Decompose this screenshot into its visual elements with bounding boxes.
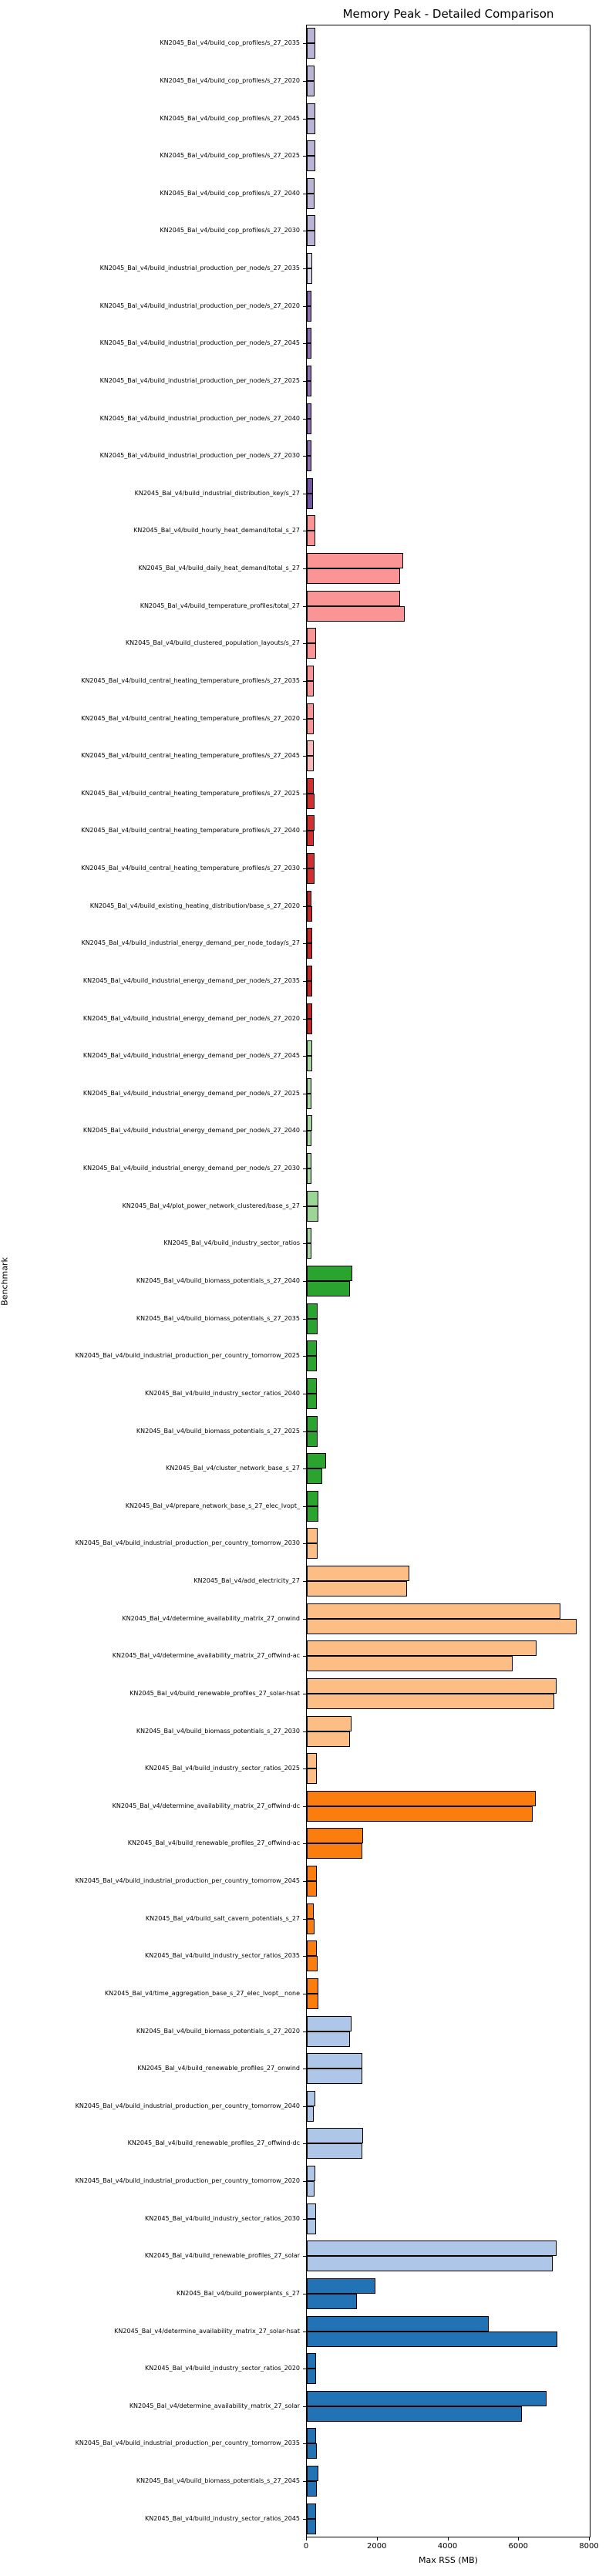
y-tick (303, 343, 306, 344)
benchmark-label: KN2045_Bal_v4/build_biomass_potentials_s_27_2025 (136, 1427, 300, 1435)
bar (307, 1731, 350, 1747)
x-tick (306, 2537, 307, 2541)
bar (307, 1994, 318, 2009)
y-tick (303, 906, 306, 907)
y-tick (303, 943, 306, 944)
benchmark-label: KN2045_Bal_v4/build_clustered_population_layouts/s_27 (125, 639, 300, 647)
y-tick (303, 2143, 306, 2144)
bar (307, 1543, 318, 1559)
x-tick (448, 2537, 449, 2541)
bar (307, 1131, 311, 1146)
benchmark-label: KN2045_Bal_v4/build_industrial_production_per_country_tomorrow_2025 (75, 1352, 300, 1360)
bar (307, 591, 400, 606)
x-tick-label: 4000 (437, 2542, 458, 2551)
bar (307, 1956, 318, 1971)
y-tick (303, 1731, 306, 1732)
bar (307, 1191, 318, 1206)
bar (307, 2353, 316, 2369)
bar (307, 2466, 318, 2481)
y-tick (303, 1281, 306, 1282)
y-tick (303, 2406, 306, 2407)
y-tick (303, 2031, 306, 2032)
bar (307, 81, 315, 96)
y-tick (303, 1806, 306, 1807)
benchmark-label: KN2045_Bal_v4/build_industrial_production_per_node/s_27_2035 (99, 265, 300, 272)
bar (307, 1881, 317, 1897)
bar (307, 2481, 317, 2497)
x-tick (377, 2537, 378, 2541)
bar (307, 1506, 318, 1522)
y-tick (303, 568, 306, 569)
bar (307, 815, 315, 831)
bar (307, 343, 311, 359)
bar (307, 328, 311, 343)
benchmark-label: KN2045_Bal_v4/build_industrial_energy_demand_per_node/s_27_2035 (82, 976, 300, 984)
bar (307, 1040, 312, 1056)
bar (307, 231, 315, 246)
bar (307, 456, 311, 471)
benchmark-label: KN2045_Bal_v4/build_existing_heating_distribution/base_s_27_2020 (89, 902, 300, 909)
bar (307, 628, 316, 643)
benchmark-label: KN2045_Bal_v4/build_industrial_production_per_node/s_27_2045 (99, 339, 300, 347)
benchmark-label: KN2045_Bal_v4/build_biomass_potentials_s_27_2040 (136, 1277, 300, 1284)
bar (307, 1019, 312, 1034)
bar (307, 494, 313, 509)
x-tick (518, 2537, 519, 2541)
bar (307, 1491, 318, 1506)
benchmark-label: KN2045_Bal_v4/build_cop_profiles/s_27_2045 (160, 114, 300, 122)
benchmark-label: KN2045_Bal_v4/build_industrial_distribution_key/s_27 (134, 489, 300, 497)
bar (307, 1656, 513, 1671)
benchmark-label: KN2045_Bal_v4/build_renewable_profiles_27_solar (144, 2252, 300, 2260)
y-tick (303, 268, 306, 269)
bar (307, 1828, 363, 1843)
benchmark-label: KN2045_Bal_v4/build_industry_sector_ratios_2025 (145, 1765, 300, 1772)
bar (307, 515, 315, 531)
benchmark-label: KN2045_Bal_v4/build_hourly_heat_demand/total_s_27 (133, 527, 300, 534)
bar (307, 2069, 362, 2084)
benchmark-label: KN2045_Bal_v4/build_cop_profiles/s_27_2025 (160, 152, 300, 160)
y-tick (303, 1243, 306, 1244)
benchmark-label: KN2045_Bal_v4/build_cop_profiles/s_27_2020 (160, 76, 300, 84)
benchmark-label: KN2045_Bal_v4/build_industrial_production_per_country_tomorrow_2035 (75, 2439, 300, 2447)
bar (307, 178, 315, 194)
x-axis-label: Max RSS (MB) (419, 2555, 478, 2565)
bar (307, 1528, 318, 1543)
bar (307, 981, 312, 996)
bar (307, 831, 314, 846)
benchmark-label: KN2045_Bal_v4/build_central_heating_temperature_profiles/s_27_2030 (81, 865, 300, 872)
benchmark-label: KN2045_Bal_v4/build_cop_profiles/s_27_2030 (160, 227, 300, 234)
benchmark-label: KN2045_Bal_v4/determine_availability_matrix_27_offwind-dc (112, 1802, 300, 1809)
benchmark-label: KN2045_Bal_v4/build_industrial_energy_demand_per_node/s_27_2045 (82, 1052, 300, 1060)
bar (307, 1378, 317, 1394)
y-tick (303, 119, 306, 120)
benchmark-label: KN2045_Bal_v4/prepare_network_base_s_27_elec_lvopt_ (125, 1502, 300, 1509)
bar (307, 2106, 314, 2122)
bar (307, 1903, 314, 1919)
x-tick-label: 6000 (508, 2542, 528, 2551)
bar (307, 1078, 311, 1094)
bar (307, 2316, 489, 2332)
bar (307, 568, 400, 584)
bar (307, 891, 311, 906)
x-tick-label: 2000 (367, 2542, 387, 2551)
y-tick (303, 1956, 306, 1957)
y-tick (303, 419, 306, 420)
bar (307, 2504, 316, 2519)
bar (307, 381, 311, 396)
y-tick (303, 606, 306, 607)
bar (307, 2406, 522, 2422)
bar (307, 103, 315, 119)
bar (307, 553, 403, 568)
bar (307, 291, 311, 306)
benchmark-label: KN2045_Bal_v4/build_renewable_profiles_27_solar-hsat (130, 1689, 300, 1697)
y-tick (303, 1919, 306, 1920)
benchmark-label: KN2045_Bal_v4/build_renewable_profiles_27_offwind-ac (127, 1839, 300, 1847)
y-tick (303, 719, 306, 720)
benchmark-label: KN2045_Bal_v4/build_industrial_energy_demand_per_node/s_27_2025 (82, 1089, 300, 1097)
bar (307, 2128, 363, 2143)
bar (307, 606, 405, 622)
bar (307, 28, 315, 43)
bar (307, 66, 315, 81)
bar (307, 1791, 536, 1806)
bar (307, 2278, 375, 2294)
bar (307, 906, 312, 922)
bar (307, 1581, 407, 1597)
benchmark-label: KN2045_Bal_v4/build_industrial_production_per_node/s_27_2040 (99, 414, 300, 422)
bar (307, 1978, 318, 1994)
benchmark-label: KN2045_Bal_v4/build_daily_heat_demand/total_s_27 (138, 565, 300, 572)
y-tick (303, 43, 306, 44)
benchmark-label: KN2045_Bal_v4/build_industrial_energy_demand_per_node/s_27_2030 (82, 1165, 300, 1172)
benchmark-label: KN2045_Bal_v4/build_industrial_production_per_node/s_27_2030 (99, 452, 300, 460)
y-axis-label: Benchmark (0, 1257, 10, 1306)
bar (307, 2091, 315, 2106)
bar (307, 681, 314, 696)
benchmark-label: KN2045_Bal_v4/build_salt_cavern_potentials_s_27 (145, 1914, 300, 1922)
bar (307, 215, 315, 231)
benchmark-label: KN2045_Bal_v4/build_cop_profiles/s_27_2040 (160, 189, 300, 197)
y-tick (303, 1206, 306, 1207)
y-tick (303, 2481, 306, 2482)
bar (307, 2519, 316, 2534)
y-tick (303, 1506, 306, 1507)
bar (307, 253, 312, 268)
bar (307, 1153, 311, 1168)
y-tick (303, 2443, 306, 2444)
y-tick (303, 868, 306, 869)
bar (307, 778, 314, 794)
benchmark-label: KN2045_Bal_v4/build_industrial_energy_demand_per_node/s_27_2020 (82, 1014, 300, 1022)
bar (307, 2294, 357, 2309)
bar (307, 928, 312, 943)
y-tick (303, 643, 306, 644)
benchmark-label: KN2045_Bal_v4/build_industrial_production_per_country_tomorrow_2020 (75, 2177, 300, 2185)
y-tick (303, 681, 306, 682)
bar (307, 1640, 537, 1656)
bar (307, 719, 314, 734)
benchmark-label: KN2045_Bal_v4/build_renewable_profiles_27_onwind (137, 2065, 300, 2072)
y-tick (303, 156, 306, 157)
y-tick (303, 1543, 306, 1544)
bar (307, 119, 315, 134)
x-tick (589, 2537, 590, 2541)
bar (307, 1319, 318, 1334)
bar (307, 194, 315, 209)
chart-title: Memory Peak - Detailed Comparison (342, 7, 554, 21)
benchmark-label: KN2045_Bal_v4/build_industry_sector_ratios_2035 (145, 1952, 300, 1960)
y-tick (303, 456, 306, 457)
x-tick-label: 0 (303, 2542, 309, 2551)
benchmark-label: KN2045_Bal_v4/build_cop_profiles/s_27_2035 (160, 39, 300, 47)
bar (307, 306, 311, 322)
benchmark-label: KN2045_Bal_v4/determine_availability_matrix_27_onwind (122, 1614, 300, 1622)
bar (307, 2219, 316, 2234)
y-tick (303, 2106, 306, 2107)
benchmark-label: KN2045_Bal_v4/determine_availability_matrix_27_solar-hsat (114, 2327, 300, 2335)
bar (307, 2443, 317, 2459)
bar (307, 2369, 316, 2384)
bar (307, 2143, 362, 2159)
bar (307, 1566, 409, 1581)
bar (307, 1866, 317, 1881)
bar (307, 440, 311, 456)
bar (307, 43, 315, 59)
benchmark-label: KN2045_Bal_v4/determine_availability_matrix_27_solar (129, 2402, 300, 2409)
benchmark-label: KN2045_Bal_v4/build_industrial_production_per_country_tomorrow_2045 (75, 1877, 300, 1885)
bar (307, 794, 315, 809)
bar (307, 1416, 318, 1431)
bar (307, 2053, 362, 2069)
bar (307, 1468, 322, 1484)
y-tick (303, 1656, 306, 1657)
bar (307, 1228, 311, 1243)
y-tick (303, 1468, 306, 1469)
y-tick (303, 1843, 306, 1844)
bar (307, 756, 314, 771)
benchmark-label: KN2045_Bal_v4/build_industrial_production_per_node/s_27_2025 (99, 376, 300, 384)
bar (307, 419, 311, 434)
bar (307, 1356, 317, 1371)
bar (307, 1003, 312, 1019)
benchmark-label: KN2045_Bal_v4/build_industry_sector_ratios_2040 (145, 1389, 300, 1397)
bar (307, 1266, 352, 1281)
bar (307, 1940, 317, 1956)
y-tick (303, 2256, 306, 2257)
bar (307, 1206, 318, 1222)
bar (307, 1394, 317, 1409)
benchmark-label: KN2045_Bal_v4/add_electricity_27 (193, 1577, 300, 1584)
y-tick (303, 1019, 306, 1020)
bar (307, 1603, 560, 1619)
bar (307, 1431, 318, 1447)
bar (307, 666, 314, 681)
bar (307, 140, 315, 156)
benchmark-label: KN2045_Bal_v4/build_central_heating_temperature_profiles/s_27_2035 (81, 676, 300, 684)
bar (307, 1453, 326, 1468)
benchmark-label: KN2045_Bal_v4/build_industrial_energy_demand_per_node/s_27_2040 (82, 1127, 300, 1135)
bar (307, 2391, 547, 2406)
bar (307, 853, 315, 868)
benchmark-label: KN2045_Bal_v4/build_central_heating_temperature_profiles/s_27_2045 (81, 752, 300, 760)
bar (307, 1843, 362, 1859)
bar (307, 943, 312, 959)
y-tick (303, 981, 306, 982)
benchmark-label: KN2045_Bal_v4/build_industrial_production_per_country_tomorrow_2040 (75, 2102, 300, 2109)
bar (307, 1243, 311, 1259)
bar (307, 643, 316, 659)
benchmark-label: KN2045_Bal_v4/build_temperature_profiles/total_27 (140, 602, 300, 609)
bar (307, 2428, 316, 2443)
y-tick (303, 756, 306, 757)
benchmark-label: KN2045_Bal_v4/build_industry_sector_ratios_2030 (145, 2214, 300, 2222)
benchmark-label: KN2045_Bal_v4/build_central_heating_temperature_profiles/s_27_2040 (81, 827, 300, 835)
y-tick (303, 81, 306, 82)
benchmark-label: KN2045_Bal_v4/build_biomass_potentials_s_27_2030 (136, 1727, 300, 1735)
benchmark-label: KN2045_Bal_v4/build_biomass_potentials_s_27_2035 (136, 1314, 300, 1322)
bar (307, 1094, 311, 1109)
y-tick (303, 1619, 306, 1620)
bar (307, 966, 312, 981)
bar (307, 1281, 350, 1296)
benchmark-label: KN2045_Bal_v4/determine_availability_matrix_27_offwind-ac (112, 1652, 300, 1660)
benchmark-label: KN2045_Bal_v4/build_biomass_potentials_s_27_2045 (136, 2477, 300, 2485)
bar (307, 2181, 315, 2197)
y-tick (303, 2181, 306, 2182)
bar (307, 1806, 533, 1822)
bar (307, 1768, 317, 1784)
benchmark-label: KN2045_Bal_v4/build_biomass_potentials_s_27_2020 (136, 2027, 300, 2035)
bar (307, 1056, 312, 1071)
bar (307, 1168, 311, 1184)
bar (307, 2241, 557, 2256)
benchmark-label: KN2045_Bal_v4/build_central_heating_temperature_profiles/s_27_2025 (81, 789, 300, 797)
y-tick (303, 306, 306, 307)
y-tick (303, 1168, 306, 1169)
bar (307, 268, 312, 284)
bar (307, 2031, 350, 2047)
y-tick (303, 1319, 306, 1320)
y-tick (303, 1431, 306, 1432)
bar (307, 1753, 317, 1768)
y-tick (303, 1881, 306, 1882)
bar (307, 366, 311, 381)
bar (307, 1340, 317, 1356)
y-tick (303, 381, 306, 382)
bar (307, 2166, 315, 2181)
bar (307, 1694, 554, 1709)
bar (307, 1115, 312, 1131)
bar (307, 478, 313, 494)
bar (307, 868, 315, 884)
benchmark-label: KN2045_Bal_v4/time_aggregation_base_s_27_elec_lvopt__none (104, 1989, 300, 1997)
benchmark-label: KN2045_Bal_v4/build_industrial_production_per_country_tomorrow_2030 (75, 1539, 300, 1547)
benchmark-label: KN2045_Bal_v4/cluster_network_base_s_27 (166, 1465, 300, 1472)
y-tick (303, 1581, 306, 1582)
y-tick (303, 1356, 306, 1357)
bar (307, 2256, 553, 2271)
bar (307, 1678, 557, 1694)
bar (307, 531, 315, 546)
benchmark-label: KN2045_Bal_v4/build_industrial_energy_demand_per_node_today/s_27 (81, 939, 300, 947)
bar (307, 1919, 315, 1934)
benchmark-label: KN2045_Bal_v4/build_industry_sector_ratios_2020 (145, 2365, 300, 2372)
bar (307, 1303, 318, 1319)
benchmark-label: KN2045_Bal_v4/build_central_heating_temperature_profiles/s_27_2020 (81, 714, 300, 722)
bar (307, 1716, 352, 1731)
bar (307, 703, 314, 719)
bar (307, 1619, 577, 1634)
benchmark-label: KN2045_Bal_v4/build_industry_sector_ratios_2045 (145, 2514, 300, 2522)
y-tick (303, 2519, 306, 2520)
bar (307, 2016, 352, 2031)
bar (307, 740, 314, 756)
bar (307, 2203, 316, 2219)
bar (307, 156, 315, 171)
bar (307, 2332, 557, 2347)
y-tick (303, 2219, 306, 2220)
benchmark-label: KN2045_Bal_v4/build_powerplants_s_27 (176, 2289, 300, 2297)
bar (307, 403, 311, 419)
benchmark-label: KN2045_Bal_v4/build_renewable_profiles_27_offwind-dc (127, 2139, 300, 2147)
benchmark-label: KN2045_Bal_v4/plot_power_network_clustered/base_s_27 (122, 1202, 300, 1209)
benchmark-label: KN2045_Bal_v4/build_industrial_production_per_node/s_27_2020 (99, 302, 300, 309)
benchmark-label: KN2045_Bal_v4/build_industry_sector_ratios (163, 1239, 300, 1247)
x-tick-label: 8000 (579, 2542, 599, 2551)
y-tick (303, 1768, 306, 1769)
y-tick (303, 1056, 306, 1057)
